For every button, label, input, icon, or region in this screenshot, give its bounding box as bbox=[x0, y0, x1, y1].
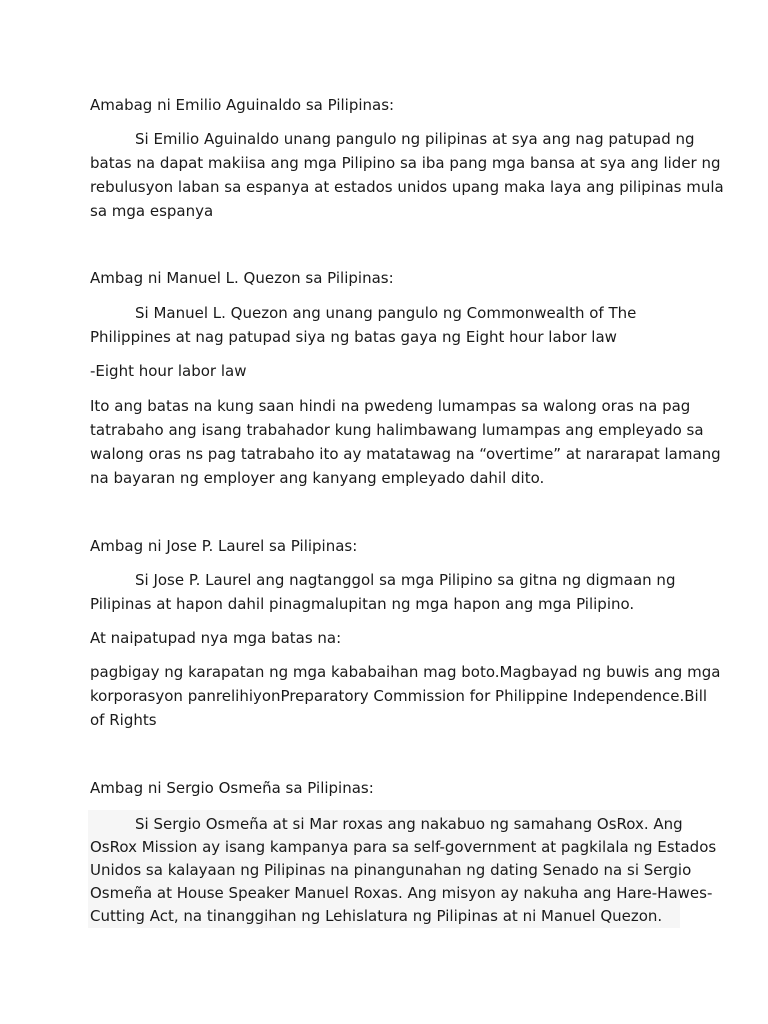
section-heading-aguinaldo: Amabag ni Emilio Aguinaldo sa Pilipinas: bbox=[90, 96, 395, 114]
paragraph-line: Si Jose P. Laurel ang nagtanggol sa mga Pilipino sa gitna ng digmaan ng bbox=[135, 571, 676, 589]
paragraph-line: Unidos sa kalayaan ng Pilipinas na pinangunahan ng dating Senado na si Sergio bbox=[90, 861, 692, 879]
detail-line: pagbigay ng karapatan ng mga kababaihan mag boto.Magbayad ng buwis ang mga bbox=[90, 663, 721, 681]
section-heading-quezon: Ambag ni Manuel L. Quezon sa Pilipinas: bbox=[90, 269, 394, 287]
section-heading-laurel: Ambag ni Jose P. Laurel sa Pilipinas: bbox=[90, 537, 358, 555]
paragraph-line: Osmeña at House Speaker Manuel Roxas. Ang misyon ay nakuha ang Hare-Hawes- bbox=[90, 884, 713, 902]
detail-line: korporasyon panrelihiyonPreparatory Commission for Philippine Independence.Bill bbox=[90, 687, 708, 705]
detail-line: tatrabaho ang isang trabahador kung halimbawang lumampas ang empleyado sa bbox=[90, 421, 704, 439]
paragraph-line: Si Sergio Osmeña at si Mar roxas ang nakabuo ng samahang OsRox. Ang bbox=[135, 815, 683, 833]
subheading-eight-hour-labor-law: -Eight hour labor law bbox=[90, 362, 247, 380]
section-heading-osmena: Ambag ni Sergio Osmeña sa Pilipinas: bbox=[90, 779, 374, 797]
paragraph-line: rebulusyon laban sa espanya at estados unidos upang maka laya ang pilipinas mula bbox=[90, 178, 724, 196]
paragraph-line: sa mga espanya bbox=[90, 202, 214, 220]
paragraph-line: Si Manuel L. Quezon ang unang pangulo ng Commonwealth of The bbox=[135, 304, 637, 322]
paragraph-line: Pilipinas at hapon dahil pinagmalupitan ng mga hapon ang mga Pilipino. bbox=[90, 595, 635, 613]
detail-line: walong oras ns pag tatrabaho ito ay matatawag na “overtime” at nararapat lamang bbox=[90, 445, 721, 463]
detail-line: Ito ang batas na kung saan hindi na pwedeng lumampas sa walong oras na pag bbox=[90, 397, 691, 415]
paragraph-line: Cutting Act, na tinanggihan ng Lehislatura ng Pilipinas at ni Manuel Quezon. bbox=[90, 907, 663, 925]
paragraph-line: OsRox Mission ay isang kampanya para sa self-government at pagkilala ng Estados bbox=[90, 838, 717, 856]
paragraph-line: Si Emilio Aguinaldo unang pangulo ng pilipinas at sya ang nag patupad ng bbox=[135, 130, 695, 148]
paragraph-line: batas na dapat makiisa ang mga Pilipino sa iba pang mga bansa at sya ang lider ng bbox=[90, 154, 721, 172]
subheading-laws: At naipatupad nya mga batas na: bbox=[90, 629, 342, 647]
paragraph-line: Philippines at nag patupad siya ng batas gaya ng Eight hour labor law bbox=[90, 328, 617, 346]
detail-line: of Rights bbox=[90, 711, 157, 729]
detail-line: na bayaran ng employer ang kanyang empleyado dahil dito. bbox=[90, 469, 545, 487]
